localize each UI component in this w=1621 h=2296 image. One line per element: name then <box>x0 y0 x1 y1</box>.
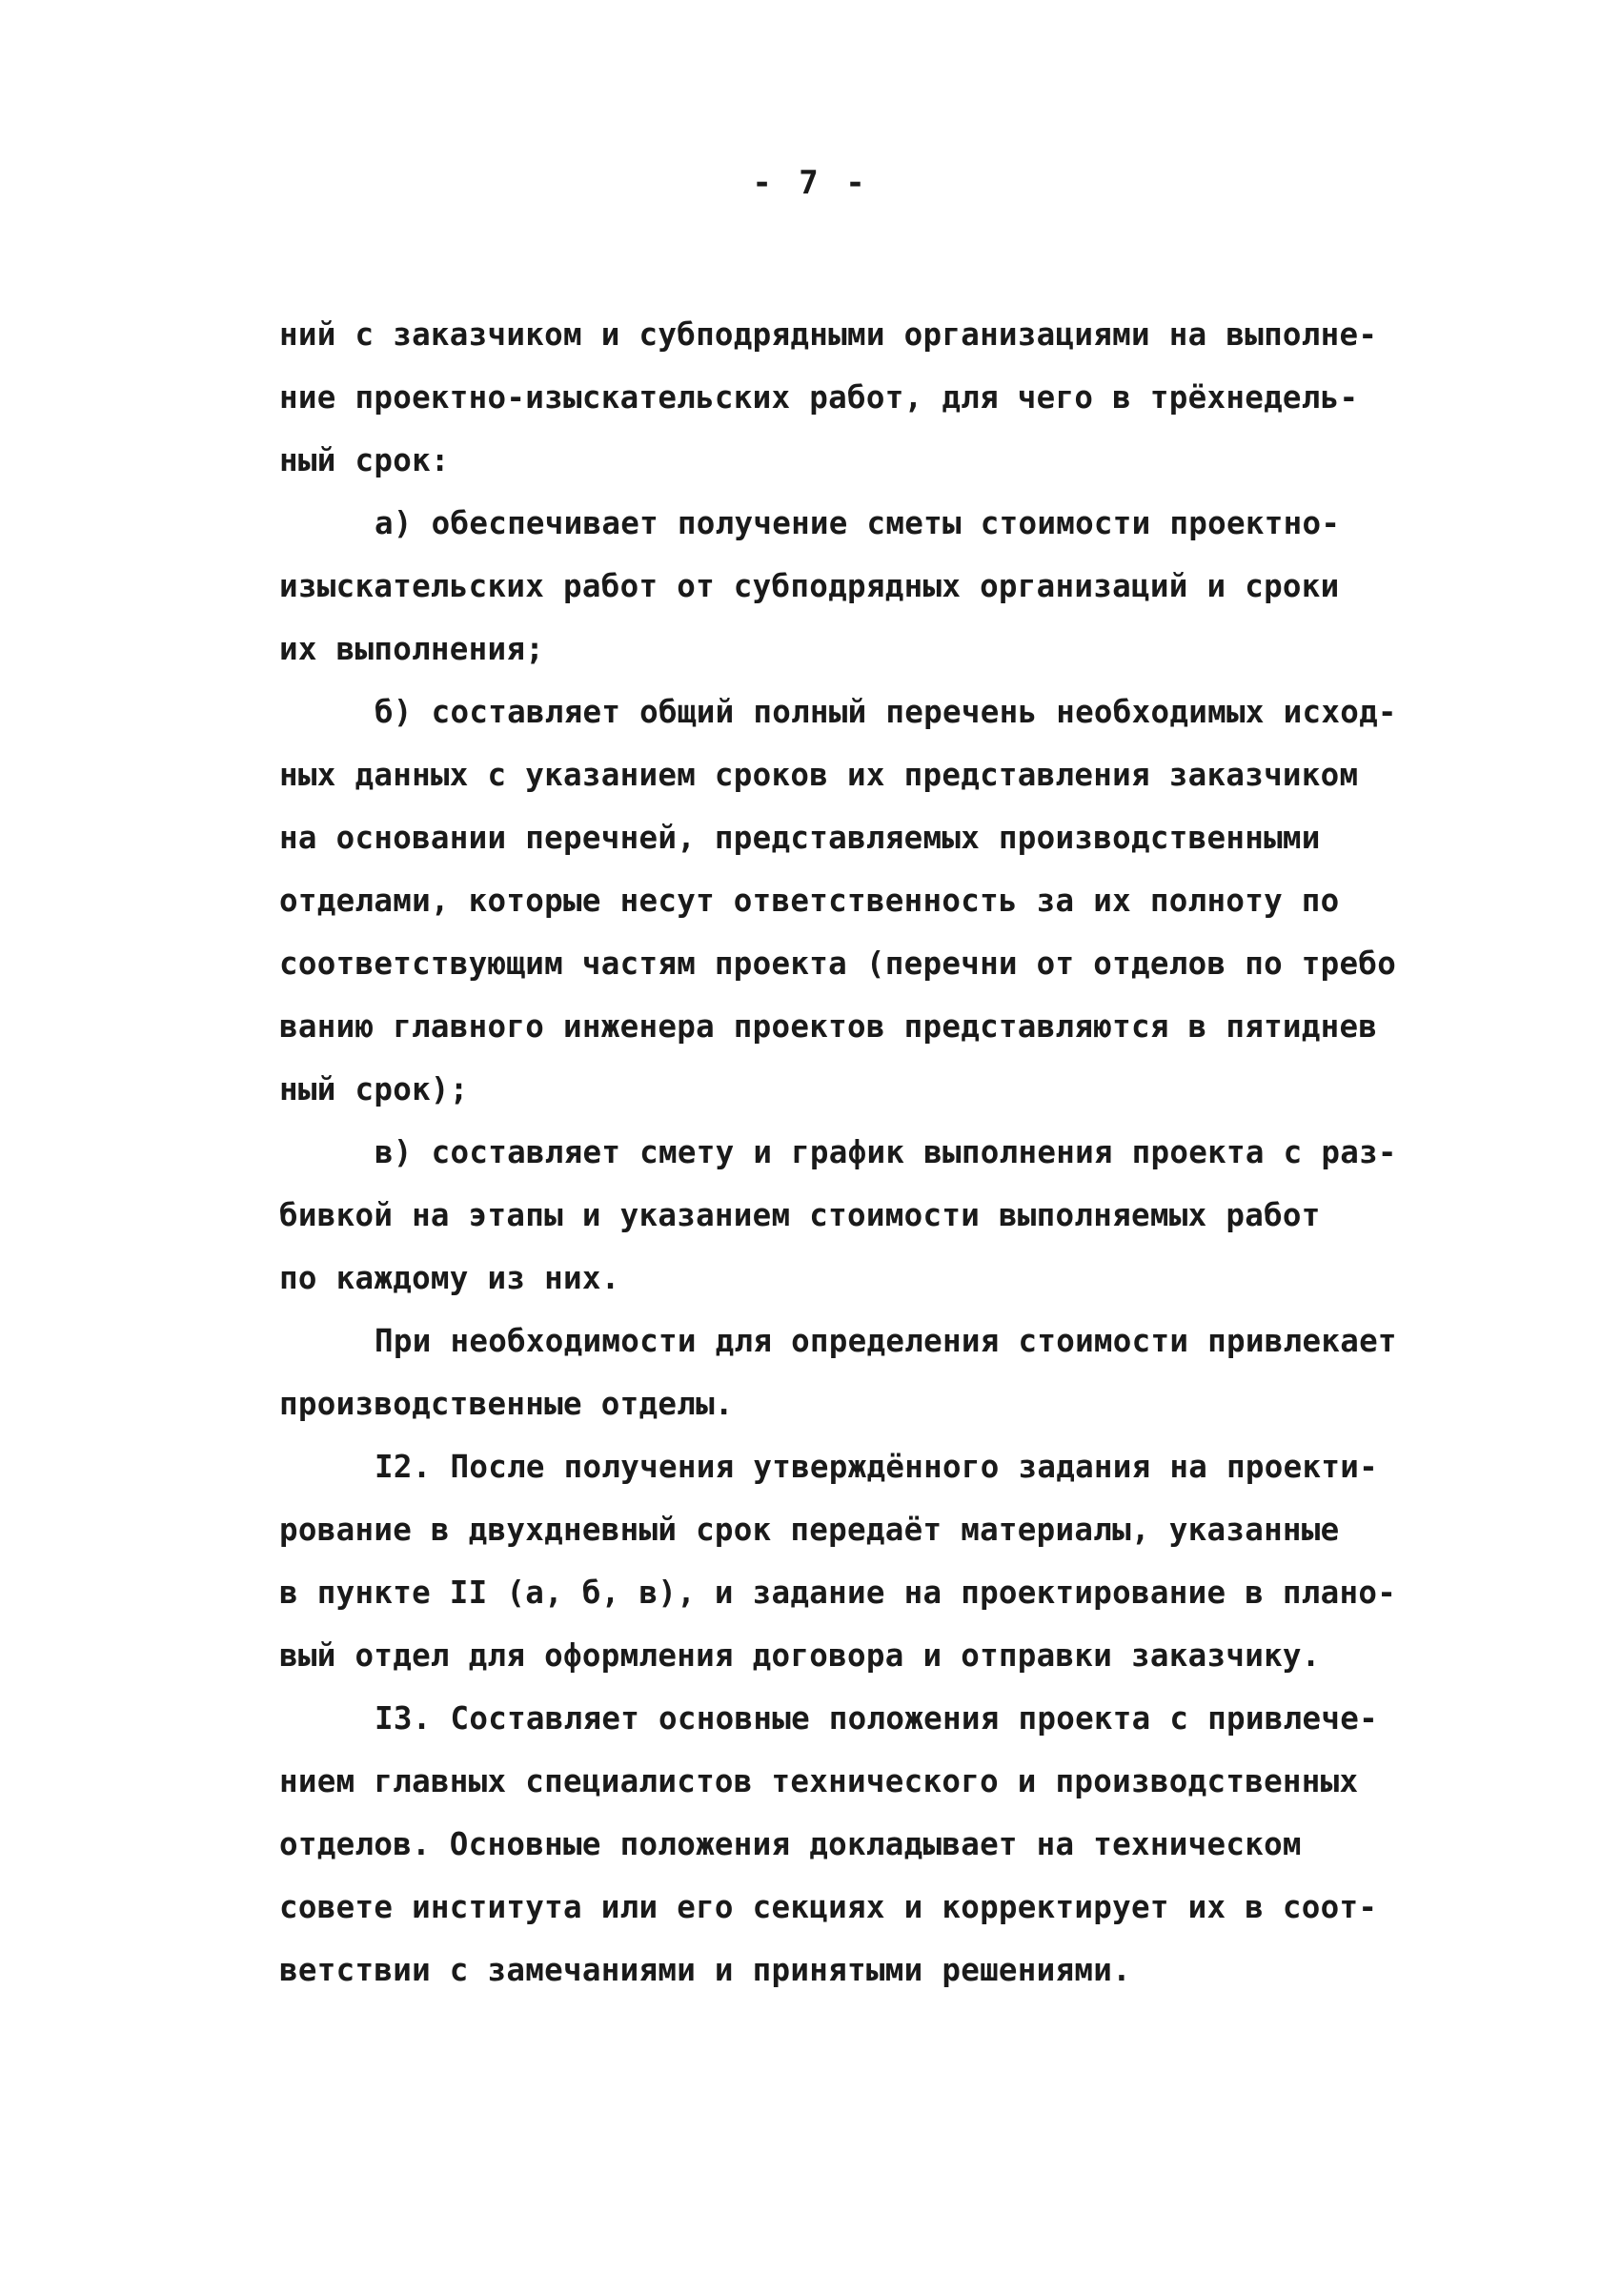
text-line: отделами, которые несут ответственность за их полноту по <box>279 883 1340 919</box>
text-line: ный срок); <box>279 1071 469 1107</box>
text-line: ный срок: <box>279 442 450 478</box>
text-line: отделов. Основные положения докладывает на техническом <box>279 1826 1302 1862</box>
text-line: ветствии с замечаниями и принятыми решениями. <box>279 1952 1131 1988</box>
clause-13-line: I3. Составляет основные положения проекта с привлече- <box>375 1700 1378 1737</box>
text-line: ных данных с указанием сроков их представления заказчиком <box>279 757 1359 793</box>
text-line: ний с заказчиком и субподрядными организациями на выполне- <box>279 316 1378 353</box>
text-line: соответствующим частям проекта (перечни от отделов по требо <box>279 945 1397 982</box>
text-line: вый отдел для оформления договора и отправки заказчику. <box>279 1637 1321 1674</box>
text-line: производственные отделы. <box>279 1386 734 1422</box>
clause-12-line: I2. После получения утверждённого задания на проекти- <box>375 1449 1378 1485</box>
item-b-line: б) составляет общий полный перечень необходимых исход- <box>375 694 1397 730</box>
text-line: ние проектно-изыскательских работ, для чего в трёхнедель- <box>279 379 1359 416</box>
item-v-line: в) составляет смету и график выполнения проекта с раз- <box>375 1134 1397 1170</box>
text-line: ванию главного инженера проектов представляются в пятиднев <box>279 1008 1378 1045</box>
item-a-line: а) обеспечивает получение сметы стоимости проектно- <box>375 505 1341 541</box>
text-line: по каждому из них. <box>279 1260 620 1296</box>
text-line: бивкой на этапы и указанием стоимости выполняемых работ <box>279 1197 1321 1233</box>
body-text <box>279 303 1397 2001</box>
page-number: - 7 - <box>752 164 869 202</box>
text-line: нием главных специалистов технического и производственных <box>279 1763 1359 1799</box>
text-line: изыскательских работ от субподрядных организаций и сроки <box>279 568 1340 604</box>
text-line: совете института или его секциях и корректирует их в соот- <box>279 1889 1378 1925</box>
text-line: их выполнения; <box>279 631 545 667</box>
text-line: на основании перечней, представляемых производственными <box>279 820 1321 856</box>
paragraph-line: При необходимости для определения стоимости привлекает <box>375 1323 1397 1359</box>
text-line: рование в двухдневный срок передаёт материалы, указанные <box>279 1512 1340 1548</box>
text-line: в пункте II (а, б, в), и задание на проектирование в плано- <box>279 1575 1397 1611</box>
